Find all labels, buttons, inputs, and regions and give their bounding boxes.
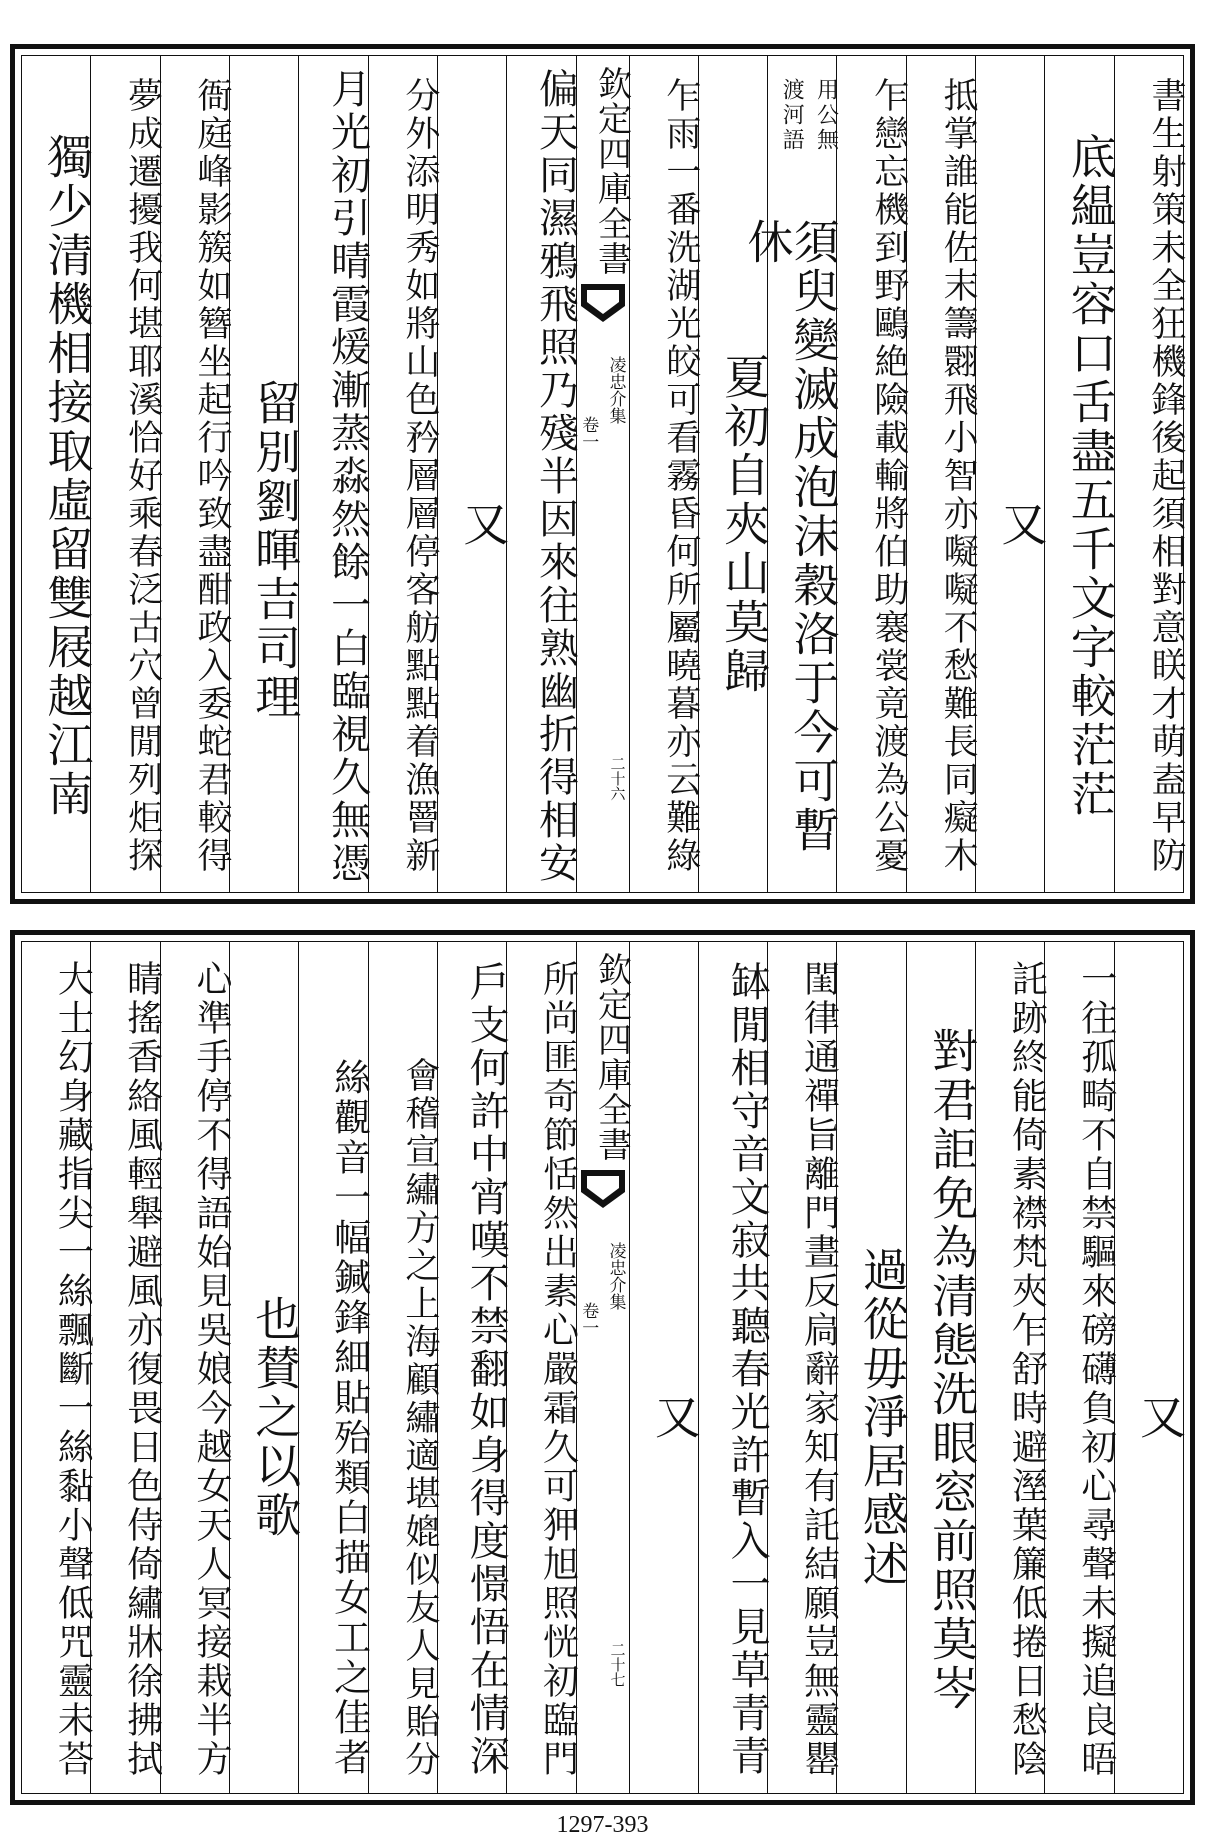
column-text: 過從毋淨居感述 — [855, 1246, 910, 1589]
text-column — [767, 942, 840, 1793]
text-column — [975, 56, 1049, 892]
page-centre-strip — [576, 56, 632, 892]
text-column — [368, 942, 440, 1793]
page-centre-strip — [576, 942, 632, 1793]
text-column — [836, 56, 909, 892]
text-column — [906, 942, 980, 1793]
column-text: 抵掌誰能佐末籌翾飛小智亦㘈㘈不愁難長同癡木 — [938, 77, 979, 875]
text-column — [1044, 56, 1118, 892]
column-text: 須臾變滅成泡沫穀洛于今可暫休 — [740, 218, 841, 855]
column-text: 絲觀音一幅鍼鋒細貼殆類白描女工之佳者 — [327, 1057, 371, 1778]
column-text: 缽閒相守音文寂共聽春光許暫入一見草青青 — [724, 961, 771, 1778]
column-text: 書生射策未全狂機鋒後起須相對意眹才萌盍早防 — [1146, 77, 1186, 875]
text-column — [22, 56, 95, 892]
text-column — [22, 942, 94, 1793]
text-column — [1114, 56, 1186, 892]
library-title: 欽定四庫全書 — [591, 952, 632, 1162]
column-text: 所尚匪奇節恬然出素心嚴霜久可狎旭照恍初臨門 — [537, 960, 579, 1779]
column-text: 託跡終能倚素襟梵夾乍舒時避溼葉簾低捲日愁陰 — [1006, 960, 1048, 1779]
library-title: 欽定四庫全書 — [591, 66, 632, 276]
volume-label: 卷一 — [578, 416, 599, 450]
text-column — [229, 56, 303, 892]
text-column — [1044, 942, 1117, 1793]
text-column — [90, 942, 163, 1793]
bottom-page — [10, 930, 1195, 1805]
column-text: 留別劉暉吉司理 — [248, 378, 303, 722]
book-title: 凌忠介集 — [605, 1242, 626, 1310]
column-text: 偏天同濕鴉飛照乃殘半因來往熟幽折得相安 — [532, 67, 579, 885]
top-page — [10, 44, 1195, 904]
column-text: 睛搖香絡風輕舉避風亦復畏日色侍倚繡牀徐拂拭 — [121, 960, 163, 1779]
text-column — [298, 56, 371, 892]
text-column — [229, 942, 303, 1793]
text-column — [437, 56, 511, 892]
column-text: 獨少清機相接取虛留雙屐越江南 — [40, 133, 95, 819]
column-text: 乍雨一番洗湖光皎可看霧昏何所屬曉暮亦云難綠 — [660, 77, 701, 875]
column-text: 一往孤畸不自禁驅來磅礴負初心尋聲未擬追良晤 — [1075, 960, 1117, 1779]
leaf-number: 二十六 — [608, 756, 627, 801]
column-text: 乍戀忘機到野鷗絶險載輸將伯助褰裳竟渡為公憂 — [868, 77, 909, 875]
text-column — [160, 56, 232, 892]
bottom-page-frame — [21, 941, 1187, 1794]
text-column — [629, 56, 701, 892]
top-page-columns — [22, 56, 1186, 892]
column-text: 又 — [1133, 1393, 1187, 1442]
page-footer-number: 1297-393 — [556, 1812, 649, 1838]
book-title: 凌忠介集 — [605, 356, 626, 424]
column-text: 分外添明秀如將山色矜層層停客舫點點着漁罾新 — [399, 77, 440, 875]
bottom-page-columns — [22, 942, 1187, 1793]
interlinear-note: 渡河語 — [779, 78, 805, 153]
text-column — [975, 942, 1048, 1793]
text-column — [506, 942, 579, 1793]
interlinear-note: 用公無 — [813, 78, 839, 153]
column-text: 月光初引晴霞煖漸蒸淼然餘一白臨視久無憑 — [324, 67, 371, 885]
text-column — [629, 942, 702, 1793]
column-text: 衙庭峰影簇如簪坐起行吟致盡酣政入委蛇君較得 — [191, 77, 232, 875]
text-column — [160, 942, 232, 1793]
column-text: 會稽宣繡方之上海顧繡適堪媲似友人見貽分 — [399, 1056, 440, 1779]
text-column — [506, 56, 579, 892]
column-text: 心準手停不得語始見吳娘今越女天人冥接栽半方 — [190, 960, 232, 1779]
column-text: 又 — [994, 499, 1049, 549]
column-text: 夢成遷擾我何堪耶溪恰好乘春泛古穴曾閒列炬探 — [122, 77, 163, 875]
fish-tail-mark-icon — [581, 284, 625, 324]
column-text: 閨律通禪旨離門晝反扃辭家知有託結願豈無靈罌 — [798, 960, 840, 1779]
text-column — [698, 56, 772, 892]
fish-tail-mark-icon — [581, 1170, 625, 1210]
text-column — [836, 942, 910, 1793]
column-text: 又 — [456, 499, 511, 549]
text-column — [906, 56, 979, 892]
text-column — [298, 942, 371, 1793]
leaf-number: 二十七 — [608, 1642, 627, 1687]
column-text: 夏初自夾山莫歸 — [717, 352, 772, 696]
column-text: 大士幻身藏指尖一絲飄斷一絲黏小聲低咒靈未荅 — [52, 960, 94, 1779]
column-text: 底緼豈容口舌盡五千文字較茫茫 — [1063, 133, 1118, 819]
text-column — [368, 56, 440, 892]
text-column — [437, 942, 510, 1793]
text-column — [90, 56, 163, 892]
text-column — [698, 942, 771, 1793]
text-column — [1114, 942, 1187, 1793]
top-page-frame — [21, 55, 1184, 893]
column-text: 戶支何許中宵嘆不禁翻如身得度憬悟在情深 — [463, 961, 510, 1778]
volume-label: 卷一 — [578, 1302, 599, 1336]
column-text: 對君詎免為清態洗眼窓前照莫岑 — [925, 1026, 980, 1713]
column-text: 又 — [647, 1393, 702, 1442]
column-text: 也賛之以歌 — [248, 1295, 303, 1540]
